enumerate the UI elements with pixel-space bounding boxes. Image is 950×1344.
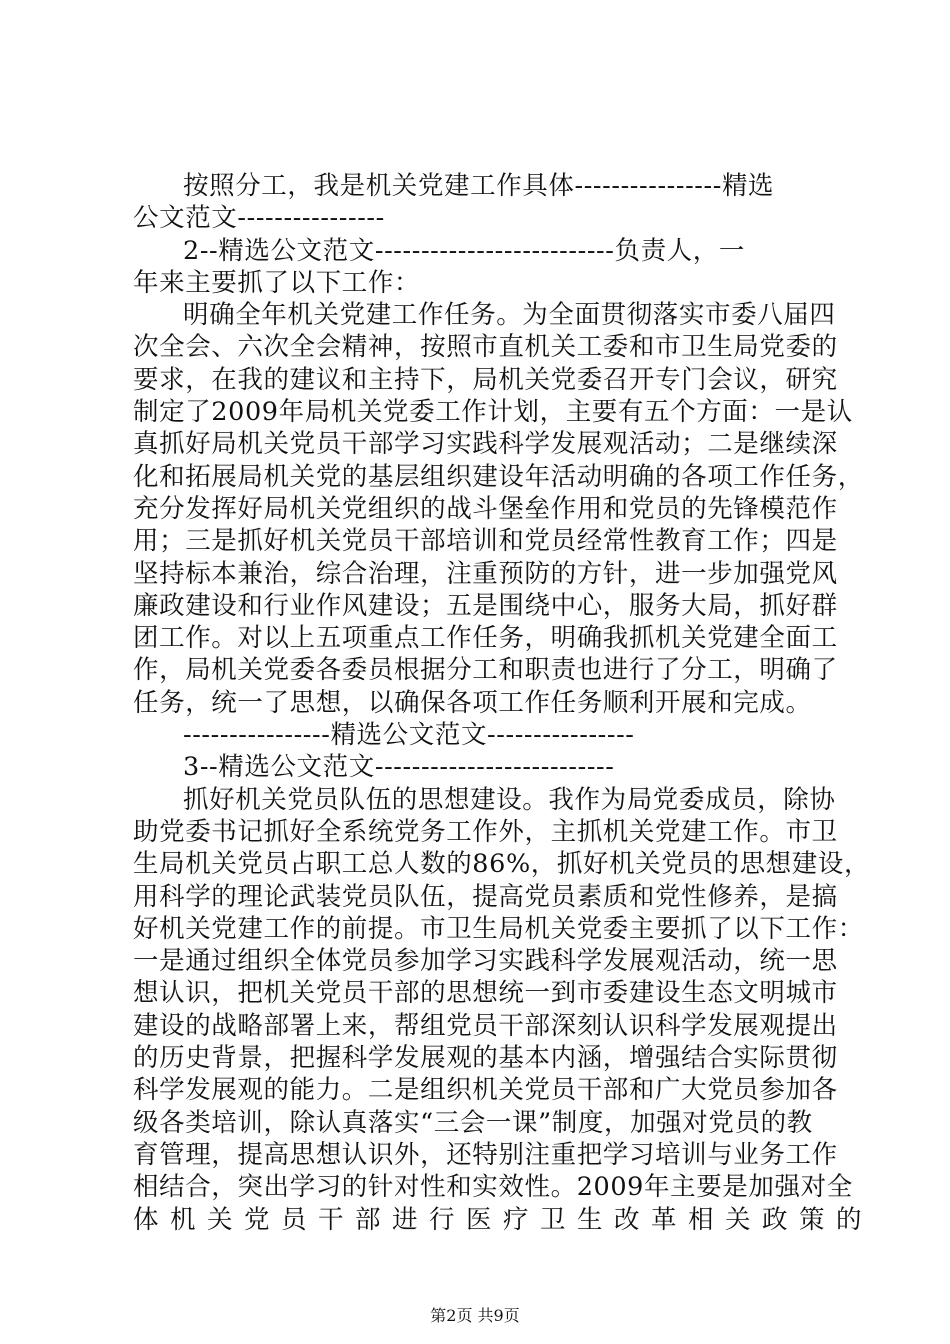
text-line: 化和拓展局机关党的基层组织建设年活动明确的各项工作任务， (133, 461, 864, 492)
text-line: 的历史背景，把握科学发展观的基本内涵，增强结合实际贯彻 (133, 1043, 838, 1074)
document-body (133, 170, 874, 1236)
text-line: 2--精选公文范文--------------------------负责人，一 (183, 235, 745, 266)
text-line: 生局机关党员占职工总人数的86%，抓好机关党员的思想建设， (133, 849, 871, 880)
text-line: 一是通过组织全体党员参加学习实践科学发展观活动，统一思 (133, 946, 838, 977)
text-line: 廉政建设和行业作风建设；五是围绕中心，服务大局，抓好群 (133, 590, 838, 621)
text-line: 级各类培训，除认真落实“三会一课”制度，加强对党员的教 (133, 1107, 813, 1138)
text-line: 明确全年机关党建工作任务。为全面贯彻落实市委八届四 (183, 300, 836, 331)
text-line: 相结合，突出学习的针对性和实效性。2009年主要是加强对全 (133, 1172, 853, 1203)
text-line: 用科学的理论武装党员队伍，提高党员素质和党性修养，是搞 (133, 881, 838, 912)
text-line: 用；三是抓好机关党员干部培训和党员经常性教育工作；四是 (133, 526, 838, 557)
text-line: 公文范文---------------- (133, 203, 385, 234)
text-line: 制定了2009年局机关党委工作计划，主要有五个方面：一是认 (133, 397, 853, 428)
separator-line: ----------------精选公文范文---------------- (183, 720, 635, 751)
text-line: 好机关党建工作的前提。市卫生局机关党委主要抓了以下工作： (133, 913, 864, 944)
text-line: 年来主要抓了以下工作： (133, 267, 421, 298)
page-number-footer: 第2页 共9页 (430, 1306, 520, 1325)
text-line: 育管理，提高思想认识外，还特别注重把学习培训与业务工作 (133, 1139, 838, 1170)
text-line: 3--精选公文范文-------------------------- (183, 752, 615, 783)
text-line: 抓好机关党员队伍的思想建设。我作为局党委成员，除协 (183, 784, 836, 815)
text-line: 体机关党员干部进行医疗卫生改革相关政策的 (133, 1204, 874, 1235)
text-line: 次全会、六次全会精神，按照市直机关工委和市卫生局党委的 (133, 332, 838, 363)
text-line: 充分发挥好局机关党组织的战斗堡垒作用和党员的先锋模范作 (133, 493, 838, 524)
text-line: 真抓好局机关党员干部学习实践科学发展观活动；二是继续深 (133, 429, 838, 460)
text-line: 坚持标本兼治，综合治理，注重预防的方针，进一步加强党风 (133, 558, 838, 589)
text-line: 按照分工，我是机关党建工作具体----------------精选 (183, 171, 775, 201)
text-line: 想认识，把机关党员干部的思想统一到市委建设生态文明城市 (133, 978, 838, 1009)
text-line: 要求，在我的建议和主持下，局机关党委召开专门会议，研究 (133, 364, 838, 395)
text-line: 任务，统一了思想，以确保各项工作任务顺利开展和完成。 (133, 687, 812, 718)
text-line: 助党委书记抓好全系统党务工作外，主抓机关党建工作。市卫 (133, 816, 838, 847)
text-line: 作，局机关党委各委员根据分工和职责也进行了分工，明确了 (133, 655, 838, 686)
text-line: 科学发展观的能力。二是组织机关党员干部和广大党员参加各 (133, 1075, 838, 1106)
text-line: 建设的战略部署上来，帮组党员干部深刻认识科学发展观提出 (133, 1010, 838, 1041)
text-line: 团工作。对以上五项重点工作任务，明确我抓机关党建全面工 (133, 623, 838, 654)
